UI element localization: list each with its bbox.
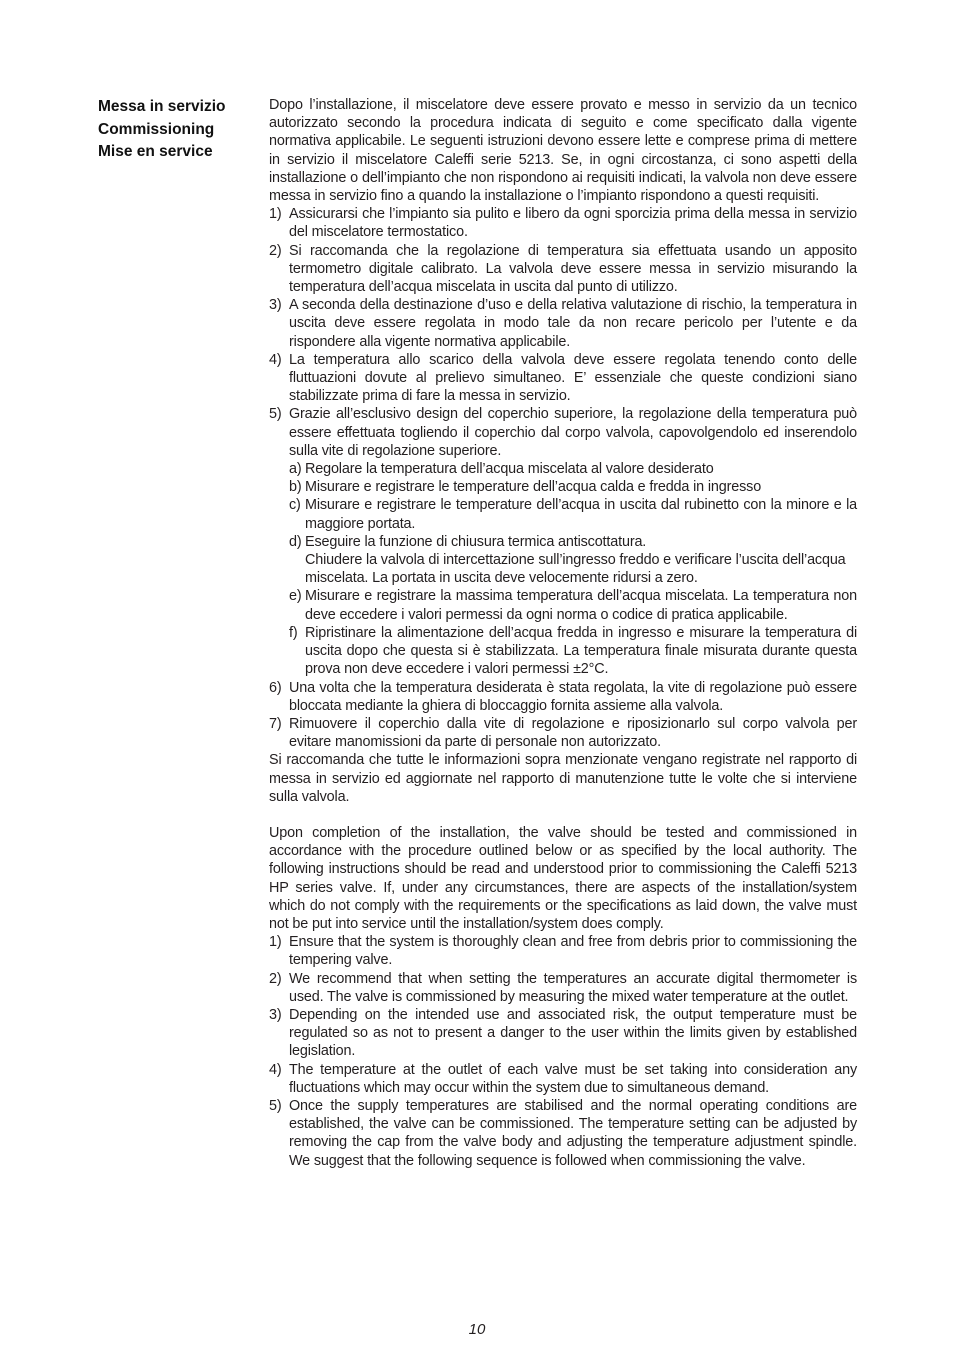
list-item bbox=[269, 679, 857, 715]
sub-list-item-text: Misurare e registrare le temperature dell’acqua calda e fredda in ingresso bbox=[305, 479, 762, 496]
list-item-number: 2) bbox=[269, 242, 282, 259]
italian-substeps bbox=[269, 460, 857, 551]
list-item-number: 3) bbox=[269, 1006, 282, 1023]
italian-steps-2 bbox=[269, 679, 857, 752]
sub-list-item-text: Misurare e registrare la massima temperatura dell’acqua miscelata. La temperatura non deve eccedere i valori permessi da ogni norma o codice di pratica applicabile. bbox=[305, 588, 857, 623]
list-item-number: 7) bbox=[269, 715, 282, 732]
english-intro: Upon completion of the installation, the valve should be tested and commissioned in accordance with the procedure outlined below or as specified by the local authority. The following instructions should be read and understood prior to commissioning the Caleffi 5213 HP series valve. If, under any circumstances, there are aspects of the installation/system which do not comply with the requirements or the specifications as laid down, the valve must not be put into service until the installation/system does comply. bbox=[269, 824, 857, 932]
list-item bbox=[269, 242, 857, 297]
sub-list-item-text: Regolare la temperatura dell’acqua miscelata al valore desiderato bbox=[305, 461, 714, 478]
sub-list-item bbox=[269, 533, 857, 551]
sub-list-item-number: b) bbox=[289, 479, 302, 496]
sub-list-item-number: d) bbox=[289, 533, 302, 550]
sub-list-item-number: e) bbox=[289, 588, 302, 605]
italian-outro: Si raccomanda che tutte le informazioni sopra menzionate vengano registrate nel rapporto di messa in servizio ed aggiornate nel rapporto di manutenzione tutte le volte che si interviene sulla valvola. bbox=[269, 752, 857, 805]
list-item-text: Rimuovere il coperchio dalla vite di regolazione e riposizionarlo sul corpo valvola per evitare manomissioni da parte di personale non autorizzato. bbox=[289, 715, 857, 751]
list-item-number: 3) bbox=[269, 297, 282, 314]
list-item bbox=[269, 1061, 857, 1097]
heading-italian: Messa in servizio bbox=[98, 98, 226, 115]
sub-list-item-text: Eseguire la funzione di chiusura termica antiscottatura. bbox=[305, 533, 647, 550]
sub-list-item-number: f) bbox=[289, 624, 298, 641]
list-item-number: 6) bbox=[269, 679, 282, 696]
list-item bbox=[269, 405, 857, 460]
list-item bbox=[269, 296, 857, 351]
list-item-text: We recommend that when setting the temperatures an accurate digital thermometer is used. The valve is commissioned by measuring the mixed water temperature at the outlet. bbox=[289, 970, 857, 1005]
sub-list-item-number: a) bbox=[289, 461, 302, 478]
heading-french: Mise en service bbox=[98, 143, 213, 160]
list-item bbox=[269, 1097, 857, 1170]
list-item bbox=[269, 970, 857, 1006]
list-item-number: 5) bbox=[269, 1097, 282, 1114]
list-item bbox=[269, 205, 857, 241]
list-item-text: The temperature at the outlet of each valve must be set taking into consideration any fluctuations which may occur within the system due to simultaneous demand. bbox=[289, 1061, 857, 1096]
list-item-number: 4) bbox=[269, 351, 282, 368]
list-item-text: Once the supply temperatures are stabilised and the normal operating conditions are established, the valve can be commissioned. The temperature setting can be adjusted by removing the cap from the valve body and adjusting the temperature adjustment spindle. We suggest that the following sequence is followed when commissioning the valve. bbox=[289, 1097, 857, 1169]
list-item bbox=[269, 933, 857, 969]
italian-substeps-2 bbox=[269, 587, 857, 678]
sub-list-item bbox=[269, 496, 857, 532]
list-item-text: Grazie all’esclusivo design del coperchio superiore, la regolazione della temperatura può essere effettuata togliendo il coperchio dal corpo valvola, capovolgendolo ed inserendolo sulla vite di regolazione superiore. bbox=[289, 406, 857, 459]
sub-list-item-text: Ripristinare la alimentazione dell’acqua fredda in ingresso e misurare la temperatura di uscita dopo che questa si è stabilizzata. La temperatura finale misurata durante questa prova non deve eccedere i valori permessi ±2°C. bbox=[305, 624, 857, 678]
heading-english: Commissioning bbox=[98, 120, 215, 138]
list-item-number: 2) bbox=[269, 970, 282, 987]
main-text bbox=[269, 96, 857, 1170]
list-item-number: 4) bbox=[269, 1061, 282, 1078]
sub-list-item-number: c) bbox=[289, 497, 301, 514]
list-item-text: Una volta che la temperatura desiderata è stata regolata, la vite di regolazione può essere bloccata mediante la ghiera di bloccaggio fornita assieme alla valvola. bbox=[289, 679, 857, 714]
sub-list-item bbox=[269, 460, 857, 478]
list-item bbox=[269, 351, 857, 406]
list-item bbox=[269, 715, 857, 751]
sidebar-headings bbox=[98, 96, 263, 164]
list-item-text: Si raccomanda che la regolazione di temperatura sia effettuata usando un apposito termometro digitale calibrato. La valvola deve essere messa in servizio misurando la temperatura dell’acqua miscelata in uscita dal punto di utilizzo. bbox=[289, 242, 857, 296]
list-item-text: A seconda della destinazione d’uso e della relativa valutazione di rischio, la temperatura in uscita deve essere regolata in modo tale da non recare pericolo per l’utente e da rispondere alla vigente normativa applicabile. bbox=[289, 297, 857, 350]
list-item-text: Ensure that the system is thoroughly clean and free from debris prior to commissioning the tempering valve. bbox=[289, 934, 857, 969]
sub-list-item bbox=[269, 478, 857, 496]
italian-steps bbox=[269, 205, 857, 460]
italian-substep-d-continuation: Chiudere la valvola di intercettazione sull’ingresso freddo e verificare l’uscita dell’acqua miscelata. La portata in uscita deve velocemente ridursi a zero. bbox=[305, 552, 846, 587]
list-item-number: 1) bbox=[269, 206, 282, 223]
english-steps bbox=[269, 933, 857, 1170]
sub-list-item-text: Misurare e registrare le temperature dell’acqua in uscita dal rubinetto con la minore e la maggiore portata. bbox=[305, 497, 857, 532]
sub-list-item bbox=[269, 587, 857, 623]
list-item-text: Assicurarsi che l’impianto sia pulito e libero da ogni sporcizia prima della messa in servizio del miscelatore termostatico. bbox=[289, 206, 857, 241]
list-item bbox=[269, 1006, 857, 1061]
page-number: 10 bbox=[468, 1321, 486, 1338]
sub-list-item bbox=[269, 624, 857, 679]
list-item-text: Depending on the intended use and associated risk, the output temperature must be regulated so as not to present a danger to the user within the limits given by established legislation. bbox=[289, 1006, 857, 1060]
italian-intro: Dopo l’installazione, il miscelatore deve essere provato e messo in servizio da un tecnico autorizzato secondo la procedura indicata di seguito e come specificato dalla vigente normativa applicabile. Le seguenti istruzioni devono essere lette e comprese prima di mettere in servizio il miscelatore Caleffi serie 5213. Se, in ogni circostanza, ci sono aspetti della installazione o dell’impianto che non rispondono ai requisiti indicati, la valvola non deve essere messa in servizio fino a quando la installazione o l’impianto rispondono a questi requisiti. bbox=[269, 97, 857, 205]
list-item-text: La temperatura allo scarico della valvola deve essere regolata tenendo conto delle fluttuazioni dovute al prelievo simultaneo. E’ essenziale che queste condizioni siano stabilizzate prima di fare la messa in servizio. bbox=[289, 351, 857, 405]
list-item-number: 5) bbox=[269, 406, 282, 423]
list-item-number: 1) bbox=[269, 934, 282, 951]
